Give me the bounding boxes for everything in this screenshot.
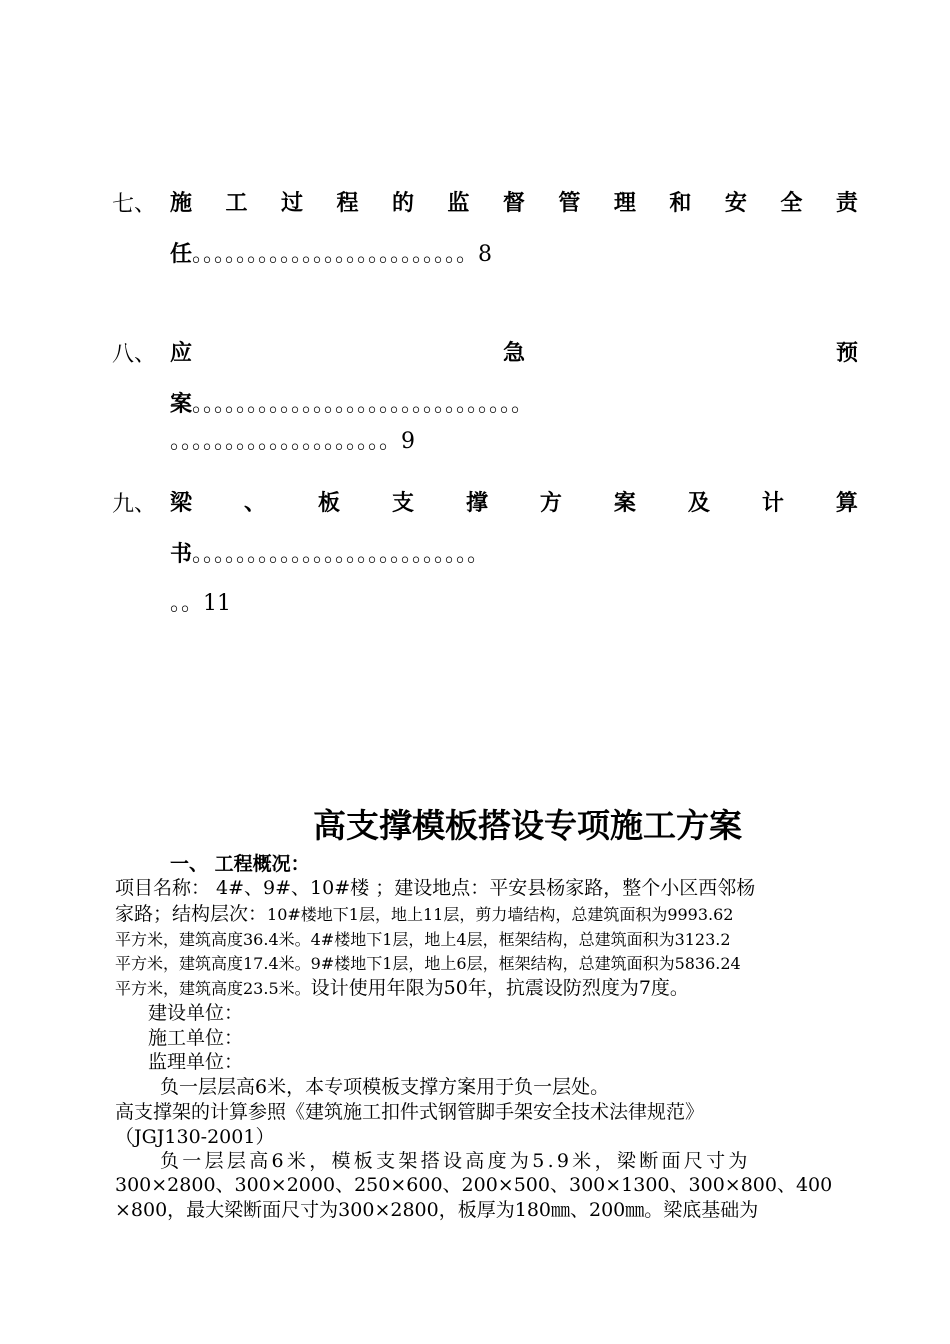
toc-entry-9-line2 (170, 537, 489, 568)
toc-char: 的 (391, 190, 414, 216)
toc-dots-page: 。。。。。。。。。。。。。。。。。。。。9 (170, 429, 415, 454)
toc-char: 、 (243, 490, 266, 516)
toc-char: 督 (502, 190, 525, 216)
toc-dots: 。。。。。。。。。。。。。。。。。。。。。。。。。。 (192, 542, 490, 567)
toc-char: 过 (280, 190, 303, 216)
toc-entry-7-line2 (170, 237, 492, 268)
toc-entry-8-line3 (170, 424, 415, 455)
construction-unit-label: 建设单位： (148, 1002, 244, 1024)
toc-char: 及 (687, 490, 710, 516)
toc-char: 程 (336, 190, 359, 216)
toc-char: 和 (669, 190, 692, 216)
toc-char: 计 (761, 490, 784, 516)
note-2: 高支撑架的计算参照《建筑施工扣件式钢管脚手架安全技术法律规范》 (115, 1101, 705, 1123)
section-heading: 一、 工程概况： (170, 853, 310, 875)
toc-char: 支 (391, 490, 414, 516)
toc-entry-8-line2 (170, 387, 533, 418)
body-line-2-b: 10#楼地下1层，地上11层，剪力墙结构，总建筑面积为9993.62 (267, 905, 734, 924)
toc-char: 预 (835, 340, 858, 366)
toc-char: 梁 (170, 490, 193, 516)
toc-entry-8-line1[interactable] (170, 336, 858, 367)
toc-char: 急 (502, 340, 525, 366)
supervisor-unit-label: 监理单位： (148, 1051, 244, 1073)
toc-char: 方 (539, 490, 562, 516)
toc-entry-7-head: 任 (170, 241, 193, 267)
toc-char: 施 (170, 190, 193, 216)
toc-entry-9-head: 书 (170, 541, 193, 567)
toc-number-9: 九、 (112, 492, 157, 517)
toc-char: 板 (317, 490, 340, 516)
body-line-3: 平方米，建筑高度36.4米。4#楼地下1层，地上4层，框架结构，总建筑面积为3123.2 (115, 930, 731, 949)
body-line-1: 项目名称： 4#、9#、10#楼 ；建设地点：平安县杨家路，整个小区西邻杨 (115, 877, 756, 899)
toc-char: 全 (780, 190, 803, 216)
toc-entry-9-line1[interactable] (170, 486, 858, 517)
toc-char: 安 (724, 190, 747, 216)
toc-page-number: 8 (478, 242, 493, 267)
builder-unit-label: 施工单位： (148, 1027, 244, 1049)
note-1: 负一层层高6米，本专项模板支撑方案用于负一层处。 (160, 1076, 610, 1098)
toc-number-7: 七、 (112, 192, 157, 217)
toc-char: 监 (447, 190, 470, 216)
toc-char: 工 (225, 190, 248, 216)
toc-entry-9-line3 (170, 586, 231, 617)
toc-char: 撑 (465, 490, 488, 516)
toc-entry-7-line1[interactable] (170, 186, 858, 217)
toc-char: 案 (613, 490, 636, 516)
toc-dots: 。。。。。。。。。。。。。。。。。。。。。。。。。 (192, 242, 479, 267)
para-line-2: 300×2800、300×2000、250×600、200×500、300×1300、300×800、400 (115, 1174, 833, 1196)
document-title: 高支撑模板搭设专项施工方案 (313, 806, 742, 845)
toc-dots-page: 。。11 (170, 591, 231, 616)
body-line-5-b: 设计使用年限为50年，抗震设防烈度为7度。 (310, 977, 689, 999)
toc-char: 理 (613, 190, 636, 216)
note-3: （JGJ130-2001） (115, 1126, 275, 1148)
toc-dots: 。。。。。。。。。。。。。。。。。。。。。。。。。。。。。。 (192, 392, 534, 417)
toc-entry-8-head: 案 (170, 391, 193, 417)
para-line-3: ×800，最大梁断面尺寸为300×2800，板厚为180㎜、200㎜。梁底基础为 (115, 1199, 759, 1221)
body-line-2 (115, 899, 734, 926)
body-line-2-a: 家路；结构层次： (115, 903, 268, 925)
toc-char: 算 (835, 490, 858, 516)
toc-char: 责 (835, 190, 858, 216)
body-line-4: 平方米，建筑高度17.4米。9#楼地下1层，地上6层，框架结构，总建筑面积为5836.24 (115, 954, 741, 973)
toc-char: 应 (170, 340, 193, 366)
toc-char: 管 (558, 190, 581, 216)
body-line-5 (115, 973, 689, 1000)
para-line-1: 负一层层高6米，模板支架搭设高度为5.9米，梁断面尺寸为 (160, 1150, 751, 1172)
toc-number-8: 八、 (112, 342, 157, 367)
body-line-5-a: 平方米，建筑高度23.5米。 (115, 979, 311, 998)
